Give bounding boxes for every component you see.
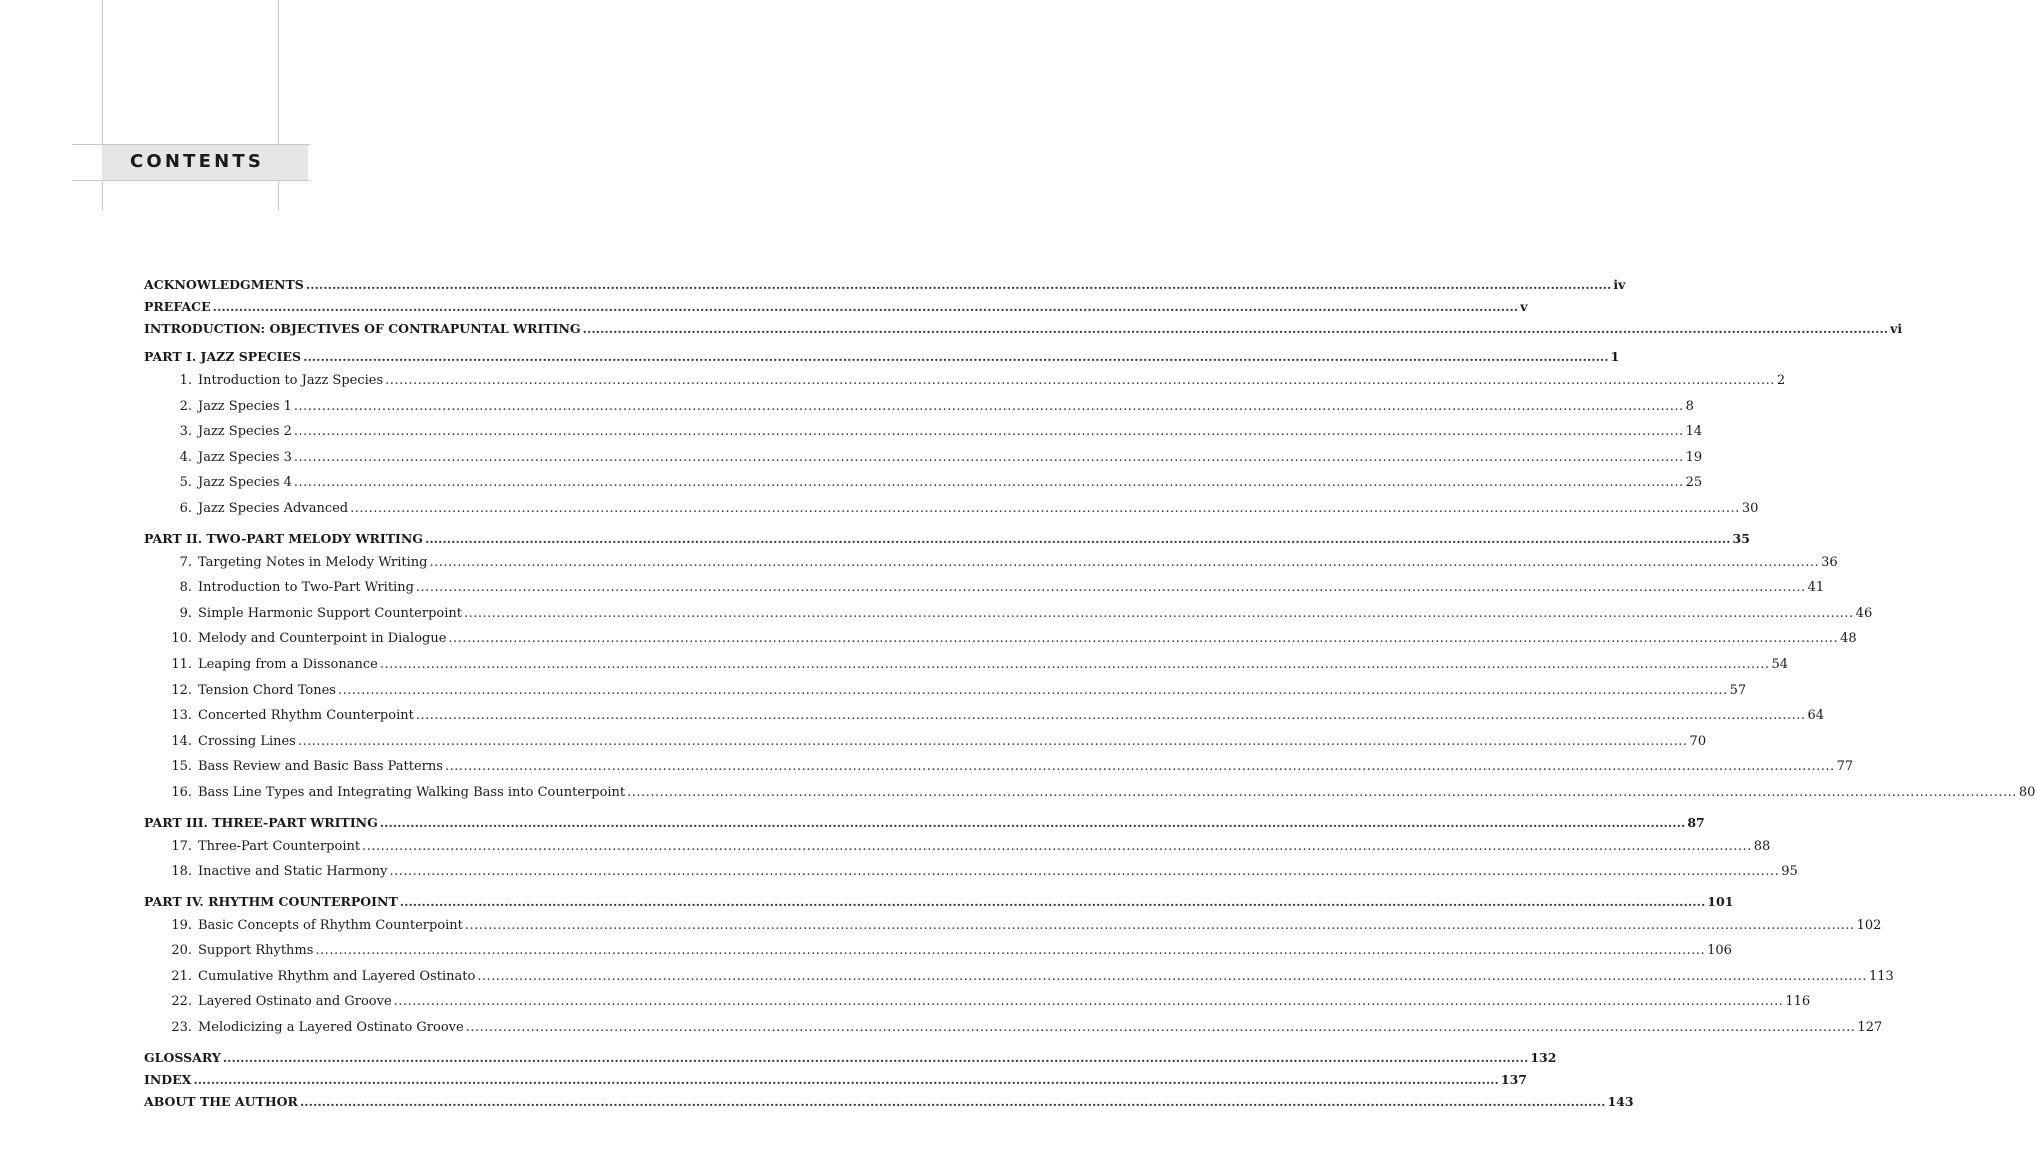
dot-leader: ............................................................................................................................................................................................................................................................................................................: [362, 838, 1752, 854]
dot-leader: ............................................................................................................................................................................................................................................................................................................: [293, 398, 1684, 414]
toc-chapter-entry[interactable]: [144, 496, 1759, 522]
page-number: 77: [1836, 759, 1854, 775]
chapter-number: 23.: [171, 1020, 192, 1036]
entry-title: Basic Concepts of Rhythm Counterpoint: [198, 917, 463, 933]
page-number: vi: [1890, 321, 1903, 336]
chapter-number: 8.: [179, 580, 192, 596]
chapter-number: 7.: [179, 554, 192, 570]
toc-chapter-entry[interactable]: [144, 1015, 1883, 1041]
toc-section-entry[interactable]: [144, 274, 1626, 296]
page-number: 64: [1807, 708, 1825, 724]
page-number: iv: [1613, 277, 1626, 292]
entry-title: Three-Part Counterpoint: [198, 838, 361, 854]
chapter-number: 15.: [171, 759, 192, 775]
toc-chapter-entry[interactable]: [144, 729, 1707, 755]
dot-leader: ............................................................................................................................................................................................................................................................................................................: [465, 1020, 1856, 1036]
entry-title: Targeting Notes in Melody Writing: [198, 554, 428, 570]
dot-leader: ............................................................................................................................................................................................................................................................................................................: [193, 1071, 1499, 1087]
entry-title: GLOSSARY: [144, 1049, 221, 1065]
toc-section-entry[interactable]: [144, 528, 1750, 550]
dot-leader: ............................................................................................................................................................................................................................................................................................................: [297, 733, 1688, 749]
page-number: 80: [2018, 784, 2035, 800]
dot-leader: ............................................................................................................................................................................................................................................................................................................: [464, 917, 1855, 933]
chapter-number: 16.: [171, 784, 192, 800]
toc-section-entry[interactable]: [144, 1047, 1557, 1069]
dot-leader: ............................................................................................................................................................................................................................................................................................................: [444, 759, 1835, 775]
entry-title: Jazz Species 2: [198, 424, 292, 440]
toc-chapter-entry[interactable]: [144, 859, 1798, 885]
page-number: 106: [1707, 943, 1732, 959]
table-of-contents: [144, 274, 2035, 1113]
toc-section-entry[interactable]: [144, 1091, 1634, 1113]
page-number: 2: [1776, 373, 1786, 388]
dot-leader: ............................................................................................................................................................................................................................................................................................................: [293, 475, 1684, 491]
entry-title: Melodicizing a Layered Ostinato Groove: [198, 1020, 464, 1036]
page-number: 54: [1771, 656, 1789, 672]
dot-leader: ............................................................................................................................................................................................................................................................................................................: [399, 893, 1706, 909]
entry-title: PART II. TWO-PART MELODY WRITING: [144, 530, 423, 546]
page-number: 143: [1607, 1093, 1634, 1109]
page-number: 25: [1685, 475, 1703, 491]
entry-title: Layered Ostinato and Groove: [198, 994, 392, 1010]
chapter-number: 6.: [179, 500, 192, 516]
page-number: 132: [1530, 1049, 1557, 1065]
chapter-number: 4.: [179, 449, 192, 465]
entry-title: Simple Harmonic Support Counterpoint: [198, 605, 462, 621]
toc-chapter-entry[interactable]: [144, 626, 1857, 652]
entry-title: ACKNOWLEDGMENTS: [144, 277, 304, 292]
page-number: 57: [1729, 682, 1747, 698]
dot-leader: ............................................................................................................................................................................................................................................................................................................: [393, 994, 1784, 1010]
entry-title: ABOUT THE AUTHOR: [144, 1093, 298, 1109]
dot-leader: ............................................................................................................................................................................................................................................................................................................: [299, 1093, 1606, 1109]
page-number: 36: [1821, 554, 1838, 570]
toc-chapter-entry[interactable]: [144, 652, 1789, 678]
page-number: 8: [1685, 398, 1694, 414]
page-number: 46: [1855, 605, 1873, 621]
toc-chapter-entry[interactable]: [144, 834, 1771, 860]
dot-leader: ............................................................................................................................................................................................................................................................................................................: [379, 814, 1686, 830]
entry-title: Leaping from a Dissonance: [198, 656, 378, 672]
dot-leader: ............................................................................................................................................................................................................................................................................................................: [315, 943, 1706, 959]
page-number: 14: [1685, 424, 1703, 440]
page-number: 30: [1741, 500, 1759, 516]
chapter-number: 20.: [171, 943, 192, 959]
page-number: 137: [1500, 1071, 1527, 1087]
chapter-number: 21.: [171, 968, 192, 984]
entry-title: Jazz Species 1: [198, 398, 292, 414]
dot-leader: ............................................................................................................................................................................................................................................................................................................: [477, 968, 1867, 984]
toc-chapter-entry[interactable]: [144, 419, 1703, 445]
entry-title: PART IV. RHYTHM COUNTERPOINT: [144, 893, 398, 909]
page-number: 41: [1807, 580, 1825, 596]
dot-leader: ............................................................................................................................................................................................................................................................................................................: [415, 580, 1806, 596]
dot-leader: ............................................................................................................................................................................................................................................................................................................: [293, 449, 1684, 465]
page-number: 19: [1685, 449, 1703, 465]
toc-chapter-entry[interactable]: [144, 913, 1882, 939]
entry-title: Jazz Species 4: [198, 475, 292, 491]
frame-line-bottom: [72, 180, 310, 181]
chapter-number: 14.: [171, 733, 192, 749]
entry-title: Melody and Counterpoint in Dialogue: [198, 631, 447, 647]
dot-leader: ............................................................................................................................................................................................................................................................................................................: [582, 321, 1889, 336]
dot-leader: ............................................................................................................................................................................................................................................................................................................: [305, 277, 1612, 292]
dot-leader: ............................................................................................................................................................................................................................................................................................................: [424, 530, 1731, 546]
entry-title: PART III. THREE-PART WRITING: [144, 814, 378, 830]
toc-chapter-entry[interactable]: [144, 938, 1732, 964]
entry-title: Crossing Lines: [198, 733, 296, 749]
page-number: 48: [1840, 631, 1857, 647]
toc-section-entry[interactable]: [144, 812, 1705, 834]
entry-title: Tension Chord Tones: [198, 682, 336, 698]
toc-chapter-entry[interactable]: [144, 754, 1854, 780]
entry-title: Introduction to Two-Part Writing: [198, 580, 414, 596]
dot-leader: ............................................................................................................................................................................................................................................................................................................: [627, 784, 2017, 800]
dot-leader: ............................................................................................................................................................................................................................................................................................................: [463, 605, 1854, 621]
entry-title: Introduction to Jazz Species: [198, 373, 384, 388]
entry-title: PART I. JAZZ SPECIES: [144, 349, 302, 364]
toc-chapter-entry[interactable]: [144, 703, 1825, 729]
toc-chapter-entry[interactable]: [144, 780, 2035, 806]
toc-chapter-entry[interactable]: [144, 575, 1825, 601]
page-number: 101: [1707, 893, 1734, 909]
dot-leader: ............................................................................................................................................................................................................................................................................................................: [415, 708, 1806, 724]
dot-leader: ............................................................................................................................................................................................................................................................................................................: [222, 1049, 1529, 1065]
chapter-number: 18.: [171, 864, 192, 880]
chapter-number: 2.: [179, 398, 192, 414]
toc-chapter-entry[interactable]: [144, 678, 1747, 704]
page-number: 127: [1857, 1020, 1883, 1036]
entry-title: Jazz Species 3: [198, 449, 292, 465]
entry-title: Concerted Rhythm Counterpoint: [198, 708, 414, 724]
chapter-number: 17.: [171, 838, 192, 854]
toc-section-entry[interactable]: [144, 346, 1620, 368]
page-title: CONTENTS: [130, 151, 265, 172]
dot-leader: ............................................................................................................................................................................................................................................................................................................: [385, 373, 1775, 388]
dot-leader: ............................................................................................................................................................................................................................................................................................................: [389, 864, 1780, 880]
dot-leader: ............................................................................................................................................................................................................................................................................................................: [350, 500, 1740, 516]
toc-chapter-entry[interactable]: [144, 445, 1703, 471]
chapter-number: 5.: [179, 475, 192, 491]
entry-title: INDEX: [144, 1071, 192, 1087]
entry-title: INTRODUCTION: OBJECTIVES OF CONTRAPUNTAL WRITING: [144, 321, 581, 336]
page-number: 102: [1856, 917, 1882, 933]
toc-chapter-entry[interactable]: [144, 368, 1786, 394]
dot-leader: ............................................................................................................................................................................................................................................................................................................: [379, 656, 1770, 672]
page-number: 70: [1689, 733, 1707, 749]
entry-title: Inactive and Static Harmony: [198, 864, 388, 880]
toc-chapter-entry[interactable]: [144, 470, 1703, 496]
entry-title: Support Rhythms: [198, 943, 314, 959]
dot-leader: ............................................................................................................................................................................................................................................................................................................: [303, 349, 1609, 364]
page-number: 116: [1785, 994, 1811, 1010]
entry-title: Bass Review and Basic Bass Patterns: [198, 759, 443, 775]
chapter-number: 1.: [179, 373, 192, 388]
entry-title: PREFACE: [144, 299, 211, 314]
toc-chapter-entry[interactable]: [144, 394, 1694, 420]
chapter-number: 11.: [171, 656, 192, 672]
chapter-number: 22.: [171, 994, 192, 1010]
page-number: 87: [1687, 814, 1705, 830]
dot-leader: ............................................................................................................................................................................................................................................................................................................: [337, 682, 1728, 698]
chapter-number: 13.: [171, 708, 192, 724]
toc-section-entry[interactable]: [144, 891, 1734, 913]
page-number: 35: [1732, 530, 1750, 546]
page-number: v: [1520, 299, 1528, 314]
toc-chapter-entry[interactable]: [144, 550, 1838, 576]
toc-section-entry[interactable]: [144, 296, 1528, 318]
toc-section-entry[interactable]: [144, 318, 1903, 340]
toc-chapter-entry[interactable]: [144, 964, 1894, 990]
page-number: 113: [1869, 968, 1894, 984]
chapter-number: 9.: [179, 605, 192, 621]
toc-section-entry[interactable]: [144, 1069, 1527, 1091]
toc-chapter-entry[interactable]: [144, 601, 1873, 627]
entry-title: Cumulative Rhythm and Layered Ostinato: [198, 968, 476, 984]
chapter-number: 10.: [171, 631, 192, 647]
entry-title: Jazz Species Advanced: [198, 500, 349, 516]
dot-leader: ............................................................................................................................................................................................................................................................................................................: [429, 554, 1820, 570]
entry-title: Bass Line Types and Integrating Walking Bass into Counterpoint: [198, 784, 626, 800]
frame-line-top: [72, 144, 310, 145]
chapter-number: 3.: [179, 424, 192, 440]
dot-leader: ............................................................................................................................................................................................................................................................................................................: [293, 424, 1684, 440]
chapter-number: 19.: [171, 917, 192, 933]
page-number: 95: [1781, 864, 1798, 880]
chapter-number: 12.: [171, 682, 192, 698]
dot-leader: ............................................................................................................................................................................................................................................................................................................: [448, 631, 1839, 647]
page-number: 1: [1610, 349, 1620, 364]
dot-leader: ............................................................................................................................................................................................................................................................................................................: [212, 299, 1519, 314]
toc-chapter-entry[interactable]: [144, 989, 1811, 1015]
page-number: 88: [1753, 838, 1771, 854]
